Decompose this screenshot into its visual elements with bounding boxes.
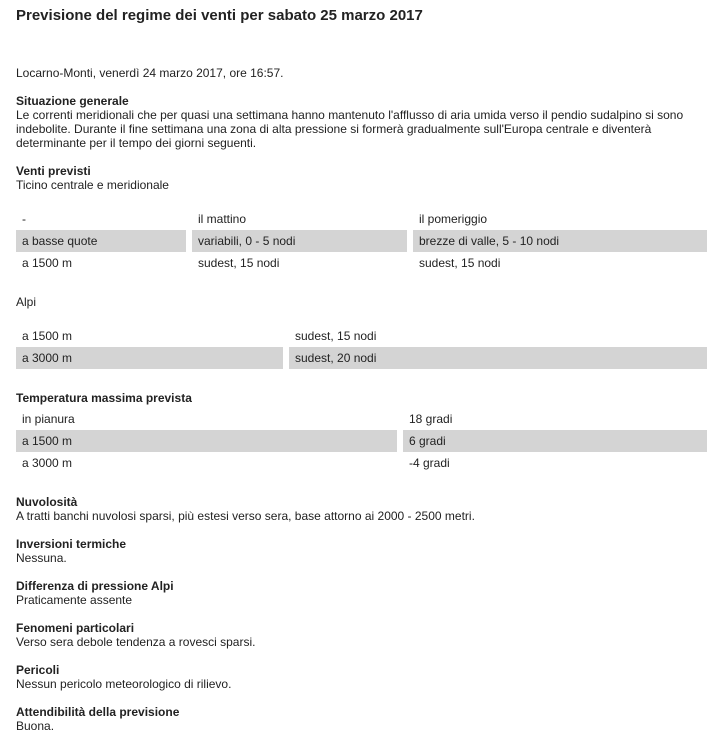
table-row [16, 230, 707, 252]
venti-region: Ticino centrale e meridionale [16, 178, 169, 192]
table-cell: sudest, 15 nodi [295, 329, 377, 343]
venti-table [10, 208, 713, 274]
temperatura-title: Temperatura massima prevista [16, 391, 192, 405]
nuvolosita-text: A tratti banchi nuvolosi sparsi, più estesi verso sera, base attorno ai 2000 - 2500 metri. [16, 509, 475, 523]
alpi-label: Alpi [16, 295, 37, 309]
table-cell: brezze di valle, 5 - 10 nodi [413, 230, 707, 252]
venti-title: Venti previsti [16, 164, 91, 178]
table-cell: a 3000 m [16, 347, 283, 369]
pericoli-text: Nessun pericolo meteorologico di rilievo. [16, 677, 232, 691]
table-cell: in pianura [22, 412, 75, 426]
table-row [16, 408, 707, 430]
venti-header-cell: - [22, 212, 26, 226]
inversioni-title: Inversioni termiche [16, 537, 127, 551]
table-cell: a 1500 m [16, 430, 397, 452]
page-title: Previsione del regime dei venti per sabato 25 marzo 2017 [16, 7, 423, 24]
venti-table-header [16, 208, 707, 230]
table-cell: a 1500 m [22, 256, 73, 270]
fenomeni-title: Fenomeni particolari [16, 621, 135, 635]
pericoli-title: Pericoli [16, 663, 60, 677]
table-row [16, 325, 707, 347]
table-cell: a basse quote [16, 230, 186, 252]
differenza-title: Differenza di pressione Alpi [16, 579, 174, 593]
attendibilita-text: Buona. [16, 719, 55, 733]
table-cell: sudest, 15 nodi [198, 256, 280, 270]
table-cell: a 3000 m [22, 456, 73, 470]
table-cell: variabili, 0 - 5 nodi [192, 230, 407, 252]
situazione-title: Situazione generale [16, 94, 129, 108]
table-cell: a 1500 m [22, 329, 73, 343]
venti-header-cell: il mattino [198, 212, 247, 226]
table-row [16, 452, 707, 474]
table-cell: sudest, 20 nodi [289, 347, 707, 369]
table-cell: 18 gradi [409, 412, 453, 426]
differenza-text: Praticamente assente [16, 593, 133, 607]
table-cell: sudest, 15 nodi [419, 256, 501, 270]
table-row [16, 252, 707, 274]
fenomeni-text: Verso sera debole tendenza a rovesci sparsi. [16, 635, 256, 649]
alpi-table [10, 325, 713, 369]
situazione-text: Le correnti meridionali che per quasi una settimana hanno mantenuto l'afflusso di aria umida verso il pendio sudalpino si sono indebolite. Durante il fine settimana una zona di alta pressione si formerà gradualmente sull'Europa centrale e diventerà determinante per il tempo dei giorni seguenti. [16, 108, 684, 150]
venti-header-cell: il pomeriggio [419, 212, 488, 226]
attendibilita-title: Attendibilità della previsione [16, 705, 180, 719]
inversioni-text: Nessuna. [16, 551, 67, 565]
temperatura-table [10, 408, 713, 474]
table-cell: 6 gradi [403, 430, 707, 452]
table-row [16, 430, 707, 452]
table-row [16, 347, 707, 369]
table-cell: -4 gradi [409, 456, 450, 470]
nuvolosita-title: Nuvolosità [16, 495, 78, 509]
issued-line: Locarno-Monti, venerdì 24 marzo 2017, ore 16:57. [16, 66, 284, 80]
